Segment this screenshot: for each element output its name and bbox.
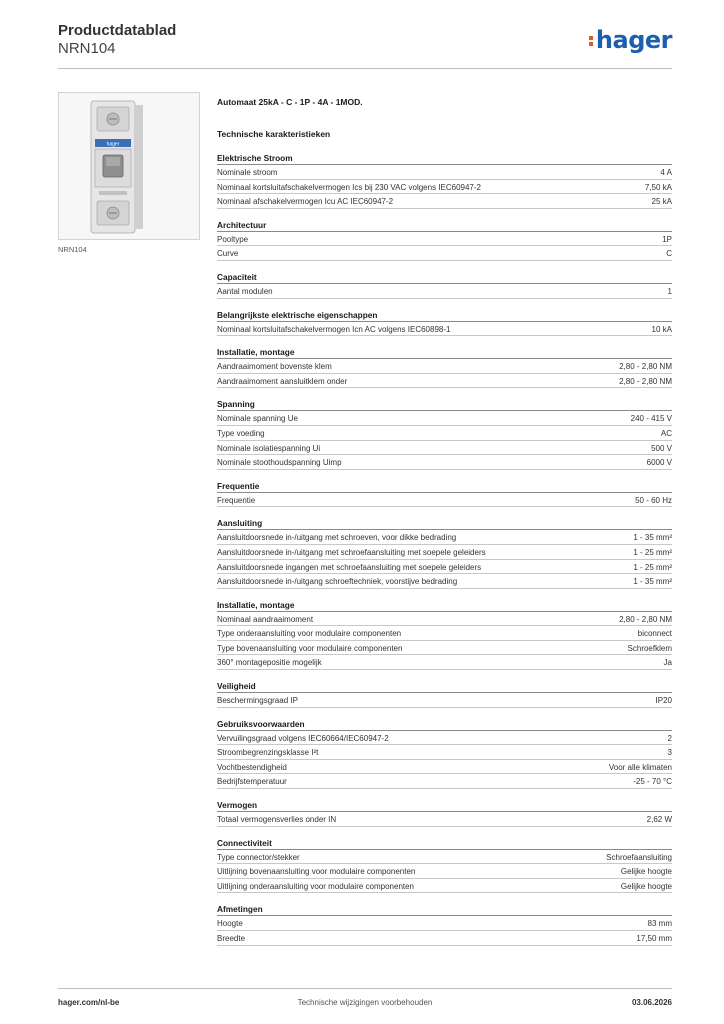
spec-row: [217, 194, 672, 209]
spec-row: [217, 180, 672, 195]
hager-logo: [589, 26, 672, 54]
spec-label: Nominale spanning Ue: [217, 414, 298, 424]
section-title: Aansluiting: [217, 517, 672, 530]
section-title: Gebruiksvoorwaarden: [217, 718, 672, 731]
spec-value: Ja: [663, 658, 672, 668]
spec-label: Aansluitdoorsnede in-/uitgang schroeftechniek, voorstijve bedrading: [217, 577, 458, 587]
spec-sections: [217, 152, 672, 946]
page-title: Productdatablad: [58, 22, 177, 39]
spec-section: [217, 219, 672, 261]
spec-label: Nominale isolatiespanning Ui: [217, 443, 321, 453]
spec-label: Nominale stoothoudspanning Uimp: [217, 458, 342, 468]
svg-text:hager: hager: [106, 141, 120, 148]
spec-label: Nominaal aandraaimoment: [217, 614, 314, 624]
spec-value: 240 - 415 V: [630, 414, 672, 424]
spec-row: [217, 864, 672, 879]
spec-value: Schroefaansluiting: [606, 852, 672, 862]
section-title: Frequentie: [217, 480, 672, 493]
spec-row: [217, 745, 672, 760]
spec-label: Vochtbestendigheid: [217, 762, 287, 772]
tech-characteristics-title: Technische karakteristieken: [217, 129, 331, 139]
spec-row: [217, 246, 672, 261]
spec-label: Aandraaimoment bovenste klem: [217, 362, 332, 372]
spec-label: Nominale stroom: [217, 168, 278, 177]
footer-disclaimer: Technische wijzigingen voorbehouden: [297, 998, 433, 1007]
spec-value: IP20: [655, 696, 672, 706]
product-image: [58, 92, 200, 240]
spec-row: [217, 916, 672, 931]
spec-section: [217, 517, 672, 588]
section-title: Connectiviteit: [217, 837, 672, 850]
spec-row: [217, 626, 672, 641]
spec-value: 1P: [662, 234, 672, 244]
spec-label: Aantal modulen: [217, 286, 273, 296]
spec-row: [217, 774, 672, 789]
spec-label: Aandraaimoment aansluitklem onder: [217, 376, 348, 386]
spec-label: Curve: [217, 249, 239, 259]
section-title: Vermogen: [217, 799, 672, 812]
spec-value: 1 - 35 mm²: [633, 533, 672, 543]
spec-label: Type connector/stekker: [217, 852, 300, 862]
footer-date: 03.06.2026: [631, 998, 672, 1007]
section-title: Architectuur: [217, 219, 672, 232]
spec-value: 1: [667, 286, 672, 296]
spec-label: Breedte: [217, 934, 246, 943]
spec-label: Type bovenaansluiting voor modulaire componenten: [217, 643, 403, 653]
logo-dots-icon: [589, 34, 594, 48]
spec-value: Gelijke hoogte: [620, 881, 672, 891]
spec-row: [217, 411, 672, 426]
spec-label: Bedrijfstemperatuur: [217, 777, 287, 787]
spec-row: [217, 574, 672, 589]
spec-value: 2,80 - 2,80 NM: [619, 362, 672, 372]
spec-row: [217, 284, 672, 299]
spec-label: Aansluitdoorsnede in-/uitgang met schroeven, voor dikke bedrading: [217, 533, 457, 543]
spec-value: 25 kA: [651, 197, 672, 207]
spec-row: [217, 359, 672, 374]
spec-row: [217, 931, 672, 946]
spec-row: [217, 655, 672, 670]
section-title: Capaciteit: [217, 271, 672, 284]
spec-row: [217, 560, 672, 575]
spec-row: [217, 374, 672, 389]
spec-section: [217, 480, 672, 508]
spec-value: 3: [667, 748, 672, 758]
spec-value: 500 V: [651, 443, 672, 453]
spec-label: Type onderaansluiting voor modulaire componenten: [217, 629, 402, 639]
product-code: NRN104: [58, 40, 116, 57]
section-title: Installatie, montage: [217, 599, 672, 612]
spec-section: [217, 346, 672, 388]
spec-label: Beschermingsgraad IP: [217, 696, 298, 706]
spec-value: 4 A: [660, 168, 672, 177]
spec-row: [217, 545, 672, 560]
section-title: Belangrijkste elektrische eigenschappen: [217, 309, 672, 322]
spec-row: [217, 850, 672, 865]
spec-label: Hoogte: [217, 919, 243, 929]
spec-section: [217, 599, 672, 670]
spec-row: [217, 879, 672, 894]
spec-label: Frequentie: [217, 495, 256, 505]
spec-value: 6000 V: [646, 458, 672, 468]
section-title: Veiligheid: [217, 680, 672, 693]
section-title: Installatie, montage: [217, 346, 672, 359]
spec-value: biconnect: [637, 629, 672, 639]
spec-label: Aansluitdoorsnede in-/uitgang met schroefaansluiting met soepele geleiders: [217, 547, 486, 557]
spec-label: 360° montagepositie mogelijk: [217, 658, 322, 668]
footer-website-link[interactable]: hager.com/nl-be: [58, 998, 120, 1007]
spec-value: 2,62 W: [646, 815, 672, 825]
spec-value: Schroefklem: [627, 643, 672, 653]
spec-value: Voor alle klimaten: [608, 762, 672, 772]
spec-row: [217, 165, 672, 180]
spec-label: Stroombegrenzingsklasse I²t: [217, 748, 319, 758]
header-divider: [58, 68, 672, 69]
spec-label: Nominaal kortsluitafschakelvermogen Icn AC volgens IEC60898-1: [217, 324, 451, 334]
spec-value: 1 - 35 mm²: [633, 577, 672, 587]
spec-value: Gelijke hoogte: [620, 867, 672, 877]
spec-row: [217, 612, 672, 627]
spec-label: Nominaal afschakelvermogen Icu AC IEC60947-2: [217, 197, 394, 207]
spec-row: [217, 426, 672, 441]
spec-row: [217, 693, 672, 708]
spec-value: 83 mm: [647, 919, 672, 929]
spec-row: [217, 455, 672, 470]
spec-label: Uitlijning bovenaansluiting voor modulaire componenten: [217, 867, 416, 877]
spec-row: [217, 641, 672, 656]
spec-value: 7,50 kA: [644, 182, 672, 192]
page-header: [58, 22, 672, 68]
spec-row: [217, 530, 672, 545]
spec-label: Nominaal kortsluitafschakelvermogen Ics bij 230 VAC volgens IEC60947-2: [217, 182, 481, 192]
section-title: Spanning: [217, 398, 672, 411]
spec-value: 17,50 mm: [636, 934, 672, 943]
spec-section: [217, 799, 672, 827]
spec-section: [217, 718, 672, 789]
spec-section: [217, 152, 672, 209]
spec-section: [217, 837, 672, 894]
spec-section: [217, 271, 672, 299]
spec-label: Vervuilingsgraad volgens IEC60664/IEC60947-2: [217, 733, 389, 743]
spec-row: [217, 812, 672, 827]
spec-row: [217, 760, 672, 775]
section-title: Afmetingen: [217, 903, 672, 916]
spec-value: -25 - 70 °C: [633, 777, 672, 787]
spec-row: [217, 232, 672, 247]
spec-section: [217, 309, 672, 337]
spec-value: 2,80 - 2,80 NM: [619, 376, 672, 386]
section-title: Elektrische Stroom: [217, 152, 672, 165]
spec-section: [217, 680, 672, 708]
spec-value: 50 - 60 Hz: [635, 495, 672, 505]
spec-value: 10 kA: [651, 324, 672, 334]
spec-content: [217, 96, 672, 956]
spec-label: Type voeding: [217, 428, 265, 438]
spec-row: [217, 441, 672, 456]
spec-value: 2,80 - 2,80 NM: [619, 614, 672, 624]
spec-value: 1 - 25 mm²: [633, 547, 672, 557]
footer-divider: [58, 988, 672, 989]
spec-value: 1 - 25 mm²: [633, 562, 672, 572]
spec-value: AC: [660, 428, 672, 438]
product-name: Automaat 25kA - C - 1P - 4A - 1MOD.: [217, 97, 363, 107]
spec-row: [217, 493, 672, 508]
spec-value: 2: [667, 733, 672, 743]
spec-label: Totaal vermogensverlies onder IN: [217, 815, 337, 825]
spec-value: C: [666, 249, 672, 259]
spec-label: Pooltype: [217, 234, 249, 244]
spec-row: [217, 322, 672, 337]
circuit-breaker-icon: [59, 93, 199, 239]
spec-label: Aansluitdoorsnede ingangen met schroefaansluiting met soepele geleiders: [217, 562, 482, 572]
spec-section: [217, 903, 672, 945]
spec-label: Uitlijning onderaansluiting voor modulaire componenten: [217, 881, 415, 891]
spec-section: [217, 398, 672, 469]
logo-text: hager: [595, 26, 672, 54]
spec-row: [217, 731, 672, 746]
image-caption: NRN104: [58, 245, 87, 254]
